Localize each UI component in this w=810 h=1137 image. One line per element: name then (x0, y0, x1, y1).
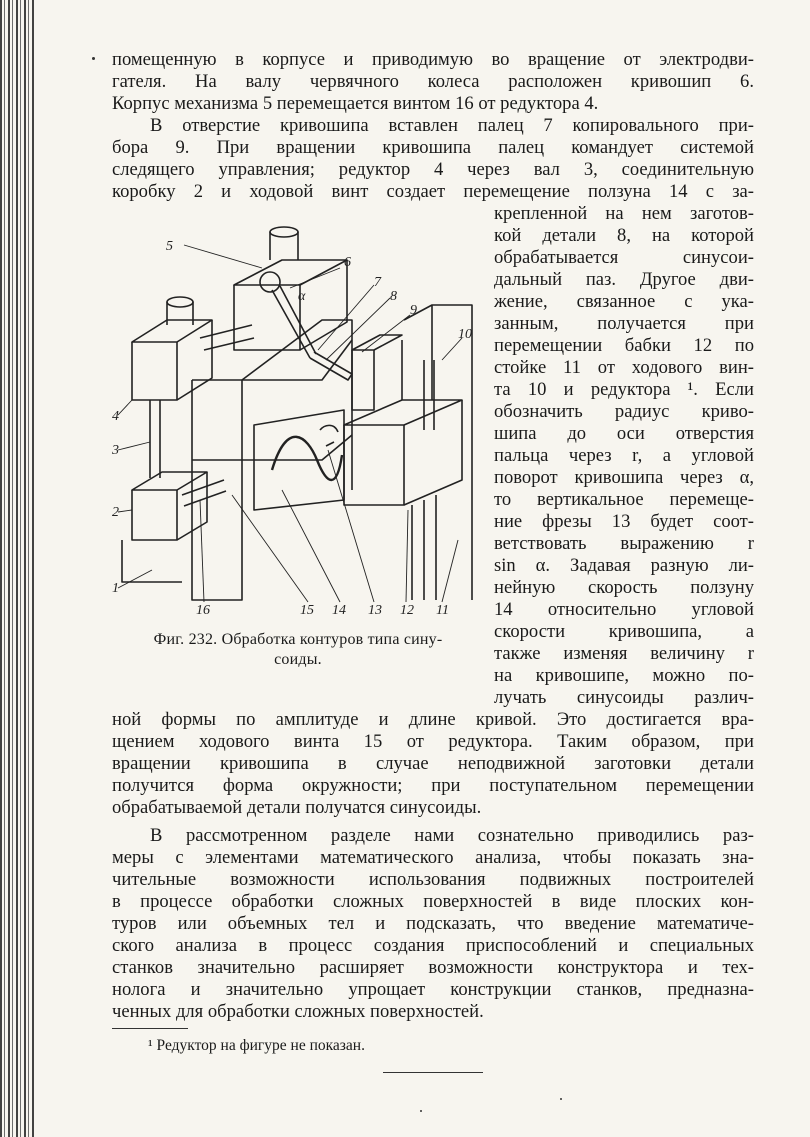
text-line: станков значительно расширяет возможности конструктора и тех- (112, 957, 754, 978)
text-line: гателя. На валу червячного колеса расположен кривошип 6. (112, 71, 754, 92)
text-line: 14 относительно угловой (494, 599, 754, 620)
text-line: жение, связанное с ука- (494, 291, 754, 312)
text-line: поворот кривошипа через α, (494, 467, 754, 488)
figure-label: 4 (112, 409, 119, 424)
text-line: кой детали 8, на которой (494, 225, 754, 246)
text-line: ченных для обработки сложных поверхностей. (112, 1001, 484, 1022)
text-line: шипа до оси отверстия (494, 423, 754, 444)
text-line: меры с элементами математического анализа, чтобы показать зна- (112, 847, 754, 868)
figure-232-machine-drawing (112, 210, 484, 620)
text-line: щением ходового винта 15 от редуктора. Таким образом, при (112, 731, 754, 752)
text-line: ветствовать выражению r (494, 533, 754, 554)
text-line: дальный паз. Другое дви- (494, 269, 754, 290)
text-line: занным, получается при (494, 313, 754, 334)
footnote: ¹ Редуктор на фигуре не показан. (148, 1037, 365, 1054)
text-line: лучать синусоиды различ- (494, 687, 754, 708)
text-line: нейную скорость ползуну (494, 577, 754, 598)
figure-label: 8 (390, 289, 397, 304)
text-line: В отверстие кривошипа вставлен палец 7 копировального при- (150, 115, 754, 136)
scan-speck (420, 1110, 422, 1112)
text-line: ной формы по амплитуде и длине кривой. Это достигается вра- (112, 709, 754, 730)
text-line: ние фрезы 13 будет соот- (494, 511, 754, 532)
text-line: скорости кривошипа, а (494, 621, 754, 642)
text-line: бора 9. При вращении кривошипа палец командует системой (112, 137, 754, 158)
figure-label: 10 (458, 327, 472, 342)
figure-label: 9 (410, 303, 417, 318)
figure-label: 12 (400, 603, 414, 618)
text-line: Корпус механизма 5 перемещается винтом 16 от редуктора 4. (112, 93, 599, 114)
figure-caption-cont: соиды. (274, 651, 322, 668)
footnote-rule (112, 1028, 188, 1029)
figure-label: 11 (436, 603, 449, 618)
figure-label: 3 (112, 443, 119, 458)
book-binding-edge (0, 0, 34, 1137)
text-line: следящего управления; редуктор 4 через вал 3, соединительную (112, 159, 754, 180)
figure-label: 6 (344, 255, 351, 270)
figure-label: 16 (196, 603, 210, 618)
text-line: sin α. Задавая разную ли- (494, 555, 754, 576)
text-line: чительные возможности использования подвижных построителей (112, 869, 754, 890)
text-line: коробку 2 и ходовой винт создает перемещение ползуна 14 с за- (112, 181, 754, 202)
figure-label: 13 (368, 603, 382, 618)
figure-label: 2 (112, 505, 119, 520)
text-line: обрабатываемой детали получатся синусоиды. (112, 797, 482, 818)
scan-speck (92, 57, 95, 60)
text-line: в процессе обработки сложных поверхностей в виде плоских кон- (112, 891, 754, 912)
text-line: также изменяя величину r (494, 643, 754, 664)
text-line: обозначить радиус криво- (494, 401, 754, 422)
text-line: то вертикальное перемеще- (494, 489, 754, 510)
figure-label: 7 (374, 275, 381, 290)
text-line: та 10 и редуктора ¹. Если (494, 379, 754, 400)
figure-label: α (298, 289, 306, 304)
figure-label: 1 (112, 581, 119, 596)
scan-speck (560, 1098, 562, 1100)
text-line: перемещении бабки 12 по (494, 335, 754, 356)
end-rule (383, 1072, 483, 1073)
figure-label: 5 (166, 239, 173, 254)
text-line: ского анализа в процесс создания приспособлений и специальных (112, 935, 754, 956)
figure-label: 14 (332, 603, 346, 618)
text-line: вращении кривошипа в случае неподвижной заготовки детали (112, 753, 754, 774)
text-line: получится форма окружности; при поступательном перемещении (112, 775, 754, 796)
text-line: крепленной на нем заготов- (494, 203, 754, 224)
figure-label: 15 (300, 603, 314, 618)
text-line: помещенную в корпусе и приводимую во вращение от электродви- (112, 49, 754, 70)
text-line: туров или объемных тел и подсказать, что введение математиче- (112, 913, 754, 934)
text-line: обрабатывается синусои- (494, 247, 754, 268)
text-line: В рассмотренном разделе нами сознательно приводились раз- (150, 825, 754, 846)
text-line: на кривошипе, можно по- (494, 665, 754, 686)
figure-caption: Фиг. 232. Обработка контуров типа сину- (153, 631, 443, 648)
text-line: стойке 11 от ходового вин- (494, 357, 754, 378)
text-line: пальца через r, а угловой (494, 445, 754, 466)
text-line: нолога и значительно упрощает конструкции станков, предназна- (112, 979, 754, 1000)
